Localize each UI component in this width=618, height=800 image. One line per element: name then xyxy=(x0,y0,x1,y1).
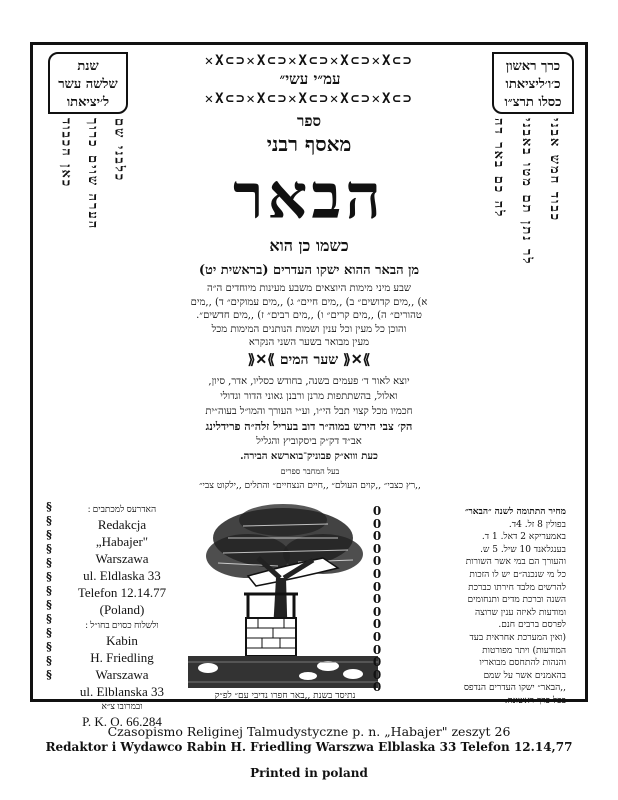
left-box-line-2: שלשה עשר xyxy=(58,77,118,92)
price-row: לפרסם ברבים חנם. xyxy=(498,620,566,631)
main-title: הבאר xyxy=(233,160,385,233)
para-line: שבע מיני מימות היוצאים משבע מעינות מיוחדים ה״ה xyxy=(206,283,411,294)
para2-line: חכמיו מכל קצוי תבל הי״ו, וע״י העורך והמו״ל בעוה״ית xyxy=(205,406,413,417)
footer-periodical-line: Czasopismo Religinej Talmudystyczne p. n. „Habajer" zeszyt 26 xyxy=(107,724,511,739)
price-row: בהאמנים אשר על שמם xyxy=(483,670,566,681)
bullet-mark: 0 xyxy=(372,629,382,644)
left-side-columns xyxy=(52,118,132,498)
printed-in-poland: Printed in poland xyxy=(250,766,368,780)
address-line: H. Friedling xyxy=(90,650,154,665)
books-line: ,,רץ כצבי״ ,,קוים העולם״ ,,חיים הנצחיים״ והתלים ,,ילקוט צבי״ xyxy=(199,481,421,491)
price-row: באמעריקא 2 דאל. 1 ד. xyxy=(481,532,566,543)
para2-line: ואלול, בהשתתפות מרנן ורבנן גאוני הדור וגדולי xyxy=(220,391,398,402)
price-row: המודעות) ויתר מפורטות xyxy=(482,645,566,656)
address-line: ul. Elblanska 33 xyxy=(79,684,165,699)
bullet-mark: 0 xyxy=(372,529,382,544)
address-line: ul. Eldlaska 33 xyxy=(83,568,161,583)
gate-label: שער המים xyxy=(279,352,339,368)
ornament-border-second: ✕X⊂⊃✕X⊂⊃✕X⊂⊃✕X⊂⊃✕X⊂⊃ xyxy=(204,91,414,107)
well-tree-illustration xyxy=(188,498,378,688)
address-line: Telefon 12.14.77 xyxy=(77,585,167,600)
bullet-mark: 0 xyxy=(372,667,382,682)
seven-waters-paragraph xyxy=(148,282,470,350)
bullet-column xyxy=(371,505,383,694)
bullet-mark: 0 xyxy=(372,680,382,695)
price-row: והנהות להתחסם מבואריו xyxy=(479,658,566,669)
price-row: ,,הבאר״ ישקו העדרים הנדפס xyxy=(463,683,566,694)
right-box-line-3: כסלו תרצ״ו xyxy=(504,95,562,110)
editor-name-line: הק׳ צבי הירש במוה״ר דוב בעריל זלה״ה פרידלינג xyxy=(205,420,413,433)
price-row: בענגלאנד 10 שיל. 5 ש. xyxy=(480,544,566,555)
pko-number: P. K. O. 66.284 xyxy=(82,714,162,729)
bullet-mark: 0 xyxy=(372,554,382,569)
right-side-col-2: לר נתן תם מטו באבני xyxy=(519,118,534,266)
para-line: מעין מבואר בשער השני הנקרא xyxy=(248,337,370,348)
left-corner-box xyxy=(48,52,128,114)
bullet-mark: 0 xyxy=(372,541,382,556)
left-side-col-3: כלבני שם xyxy=(111,118,127,183)
left-side-col-2: הערה שוים כרוך xyxy=(84,118,100,231)
right-side-columns xyxy=(484,118,568,498)
gate-of-water-heading xyxy=(200,352,418,369)
price-row: ומודעות לאיזה ענין שרוצה xyxy=(474,607,566,618)
para2-line: יוצא לאור ד׳ פעמים בשנה, בחודש כסליו, אדר, סיון, xyxy=(208,376,410,387)
right-side-col-3: כבוד חמש אבני xyxy=(547,118,562,223)
price-row: בפולין 8 זל. 4ד. xyxy=(508,519,566,530)
bullet-mark: 0 xyxy=(372,592,382,607)
header-top-mid: עמ״י עשי״ xyxy=(279,70,341,88)
name-line: כשמו כן הוא xyxy=(269,236,349,255)
address-line: Redakcja xyxy=(97,517,147,532)
author-note: בעל המחבר ספרים xyxy=(280,467,340,476)
para-line: והוכן כל מעין וכל ענין ושמות הנותנים המימות מכל xyxy=(211,323,407,335)
ornament-left: ⟫✕⟪ xyxy=(338,352,371,368)
price-heading: מחיר התתומה לשנה ״הבאר״ xyxy=(464,507,566,517)
address-line: „Habajer" xyxy=(95,534,149,549)
right-box-line-1: כרך ראשון xyxy=(505,59,561,74)
address-send-heading: ולשלוח כסוים בחו״ל : xyxy=(85,620,159,630)
para-line: א) ,,מים קדושים״ ב) ,,מים חיים״ ג) ,,מים עמוקים״ ד) ,,מים xyxy=(190,296,428,308)
address-heading: האדרעס למכתבים : xyxy=(87,504,157,514)
ornament-border-top: ✕X⊂⊃✕X⊂⊃✕X⊂⊃✕X⊂⊃✕X⊂⊃ xyxy=(204,53,414,69)
bullet-mark: 0 xyxy=(372,642,382,657)
address-block xyxy=(58,502,186,730)
left-side-col-1: כאן הכבוד xyxy=(58,118,74,189)
price-list xyxy=(384,506,566,708)
price-row: כל מי שנכנה״ם יש לו הזכות xyxy=(469,569,566,580)
right-corner-box xyxy=(492,52,574,114)
ornament-right: ⟫✕⟪ xyxy=(247,352,280,368)
left-box-line-3: ל׳יציאתו xyxy=(66,95,110,110)
sefer-label: ספר xyxy=(296,112,322,130)
bullet-mark: 0 xyxy=(372,504,382,518)
bullet-mark: 0 xyxy=(372,655,382,670)
verse-line: מן הבאר ההוא ישקו העדרים (בראשית יט) xyxy=(198,263,420,278)
address-line: Warszawa xyxy=(95,551,149,566)
address-line: (Poland) xyxy=(99,602,145,617)
left-ornament-column: § § § § § § § § § § § § § xyxy=(46,500,52,681)
footer-editor-line: Redaktor i Wydawco Rabin H. Friedling Warszwa Elblaska 33 Telefon 12.14,77 xyxy=(45,740,573,754)
bullet-mark: 0 xyxy=(372,617,382,632)
price-row: (ואין המערכת אחראית בעד xyxy=(469,632,566,643)
left-box-line-1: שנת xyxy=(77,59,99,74)
bullet-mark: 0 xyxy=(372,566,382,581)
bullet-mark: 0 xyxy=(372,579,382,594)
address-line: Warszawa xyxy=(95,667,149,682)
subtitle: מאסף רבני xyxy=(266,132,352,156)
right-box-line-2: כ׳ו׳ליציאתו xyxy=(505,77,561,92)
publication-paragraph xyxy=(148,374,470,464)
founding-note: נתיסד בשנת ,,באר חפרו נדיבי עם״ לפ״ק xyxy=(214,691,356,701)
para-line: טהורים״ ה) ,,מים קרים״ ו) ,,מים רבים״ ז) ,,מים חדשים״. xyxy=(196,310,422,321)
pko-heading: ובמרובו צ״א xyxy=(101,701,143,711)
bullet-mark: 0 xyxy=(372,516,382,531)
address-line: Kabin xyxy=(106,633,138,648)
price-row: השנה וברכת מדים ותנחומים xyxy=(467,595,566,606)
location-line: כעת וווא״ק פבוניק־בוארשא הבירה. xyxy=(240,451,378,462)
bullet-mark: 0 xyxy=(372,604,382,619)
price-row: והעורך הם במי אשר השורות xyxy=(465,557,566,568)
para2-line: אב״ד דק״ק ביסקוביץ והגליל xyxy=(256,436,362,447)
price-row: להרשים מלבד חירתו כברכת xyxy=(468,582,566,593)
price-row: בכל כרך ראשונה. xyxy=(504,695,566,706)
right-side-col-1: לה כם באר דה xyxy=(491,118,506,219)
